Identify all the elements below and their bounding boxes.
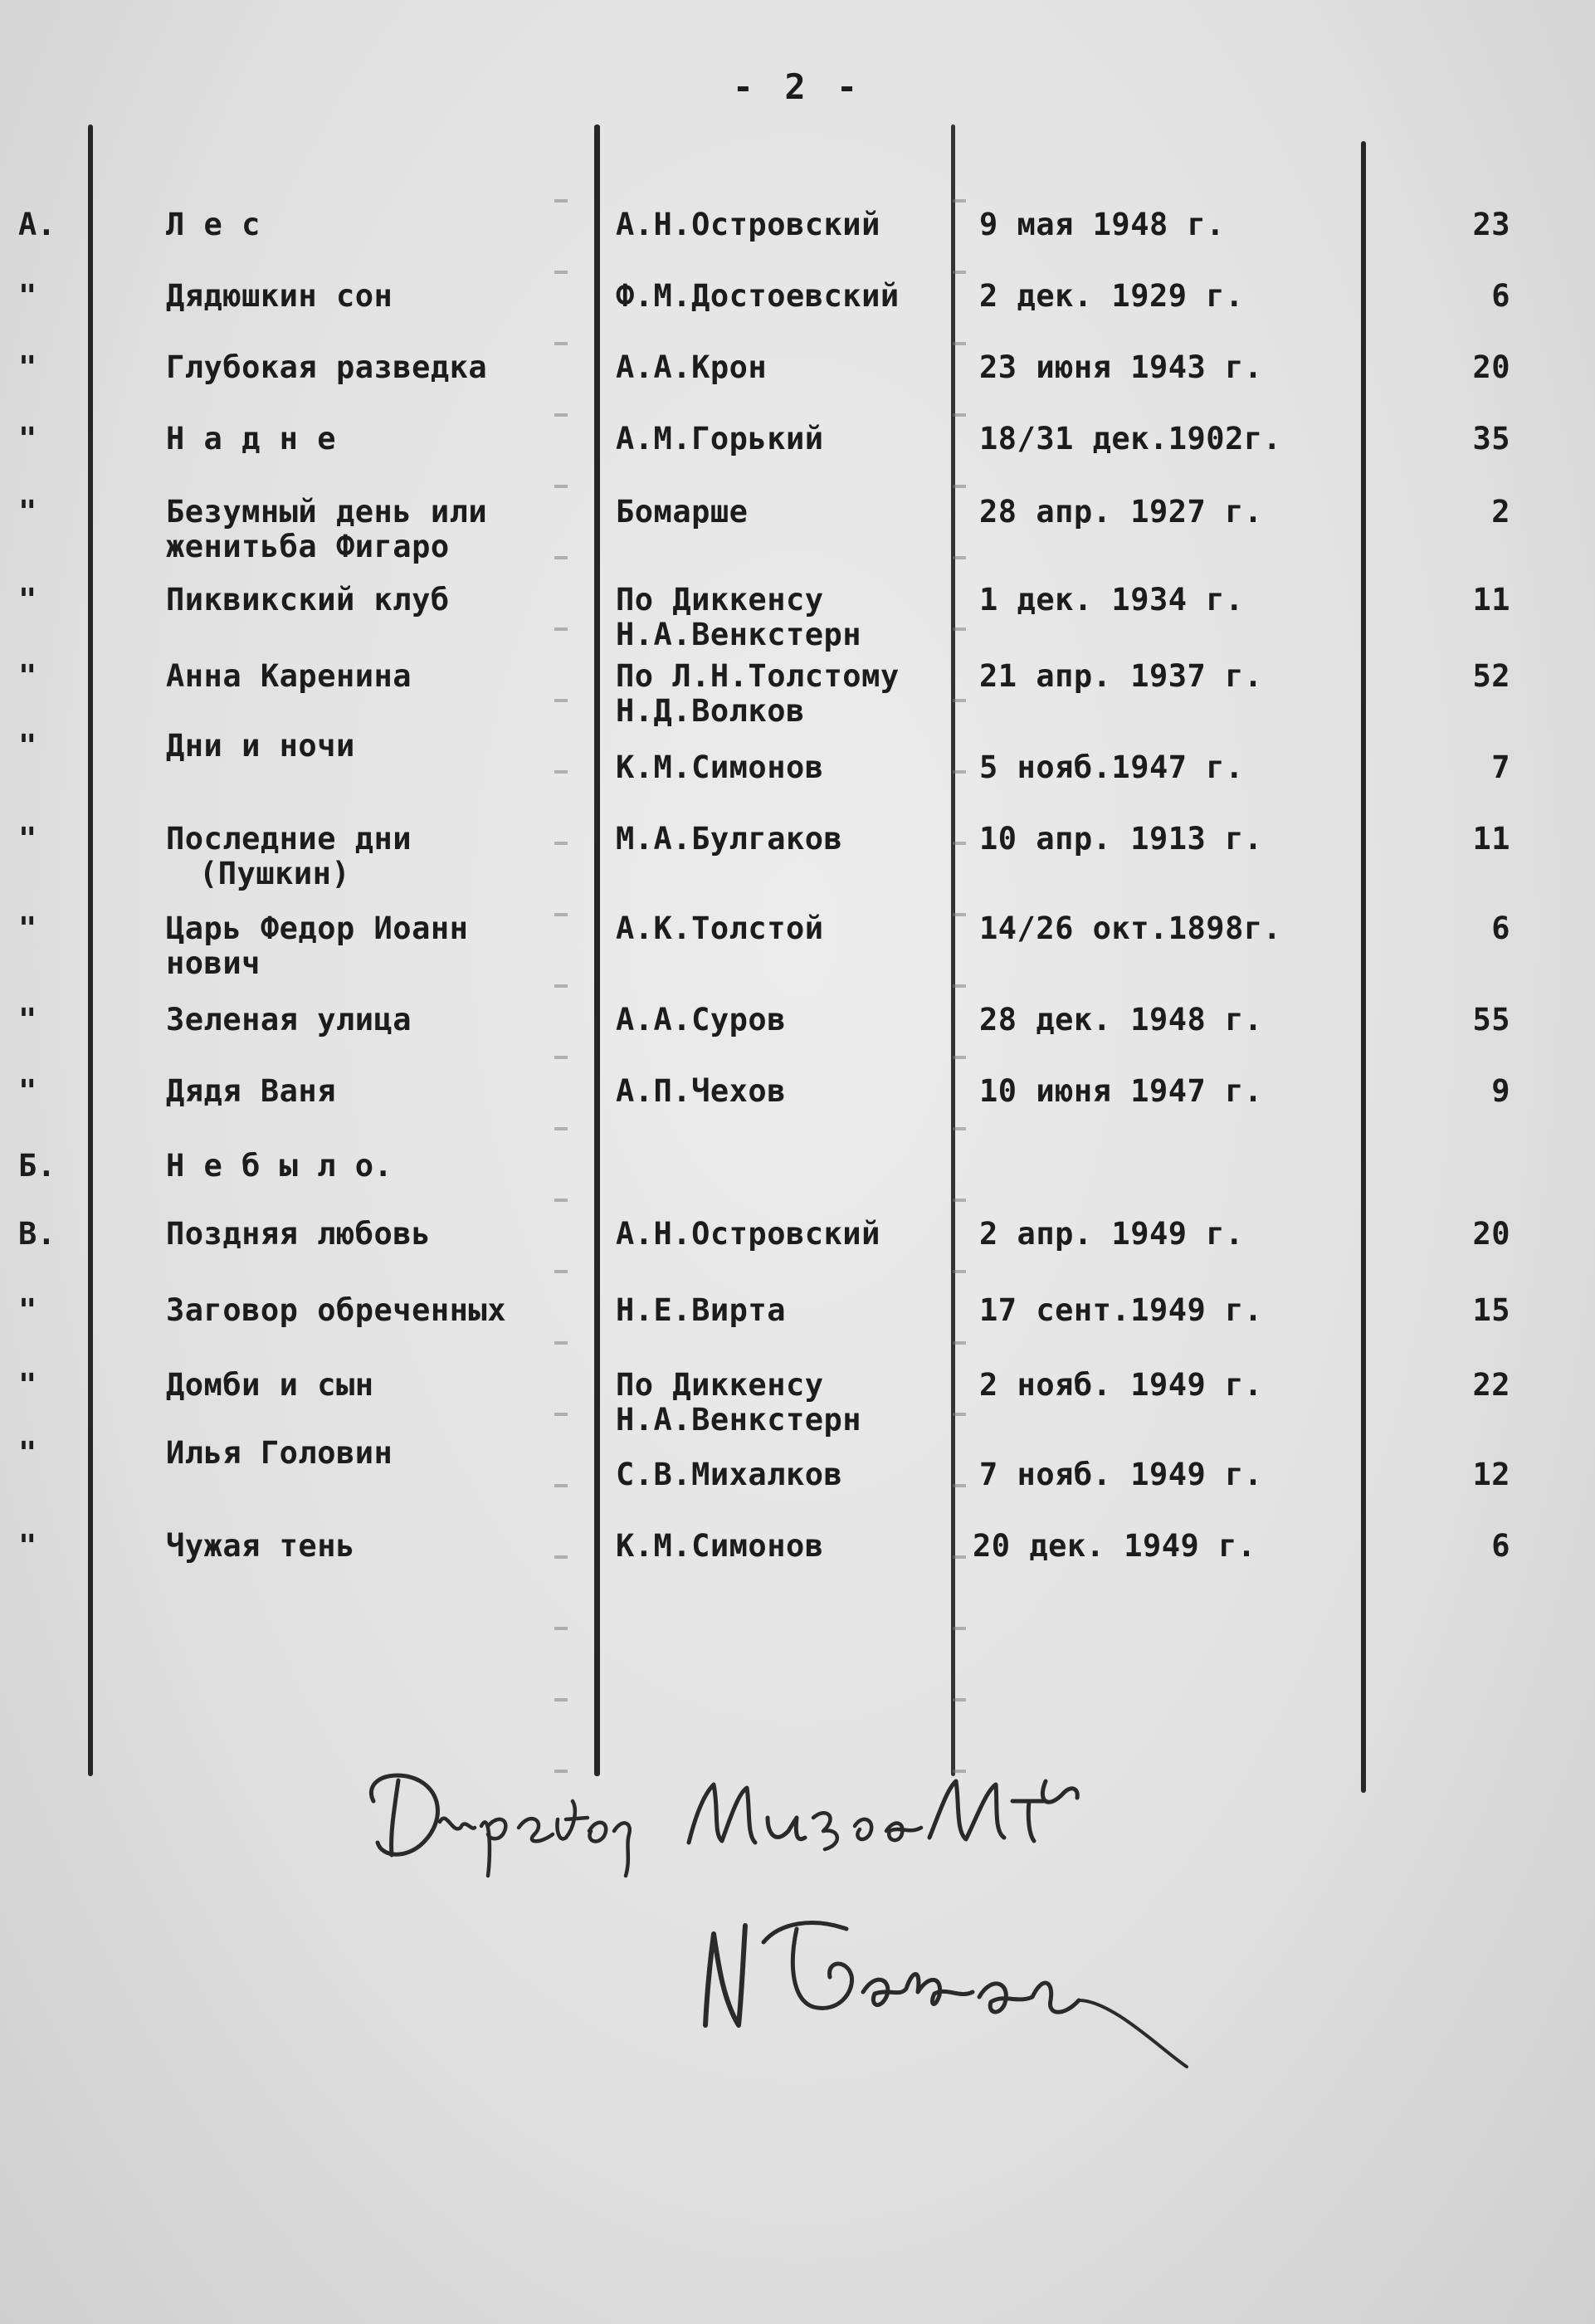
section-mark: " (18, 349, 37, 385)
section-mark: " (18, 582, 37, 618)
play-author: А.А.Крон (616, 349, 768, 385)
play-title (166, 911, 468, 981)
section-mark: А. (18, 207, 56, 242)
play-title: Н е б ы л о. (166, 1148, 393, 1184)
section-mark: " (18, 421, 37, 456)
play-title: Пиквикский клуб (166, 582, 450, 618)
page-number: - 2 - (732, 66, 863, 107)
performance-count: 20 (1472, 1216, 1510, 1252)
section-mark: " (18, 494, 37, 530)
performance-count: 9 (1491, 1073, 1510, 1109)
play-author: К.М.Симонов (616, 1528, 824, 1564)
play-title: Чужая тень (166, 1528, 355, 1564)
section-mark: " (18, 1367, 37, 1403)
premiere-date: 1 дек. 1934 г. (979, 582, 1244, 618)
play-author-line2: Н.А.Венкстерн (616, 1402, 862, 1438)
performance-count: 11 (1472, 821, 1510, 857)
performance-count: 55 (1472, 1002, 1510, 1038)
play-author (616, 583, 861, 652)
play-author (616, 659, 900, 729)
premiere-date: 14/26 окт.1898г. (979, 911, 1282, 946)
play-title: Илья Головин (166, 1435, 393, 1471)
premiere-date: 28 дек. 1948 г. (979, 1002, 1263, 1038)
handwritten-signature (349, 1751, 1278, 2083)
performance-count: 15 (1472, 1292, 1510, 1328)
performance-count: 6 (1491, 278, 1510, 314)
premiere-date: 17 сент.1949 г. (979, 1292, 1263, 1328)
play-author-line1: По Диккенсу (616, 582, 824, 618)
play-title: Н а д н е (166, 421, 336, 456)
play-author: А.А.Суров (616, 1002, 786, 1038)
premiere-date: 20 дек. 1949 г. (973, 1528, 1256, 1564)
play-author: А.Н.Островский (616, 1216, 880, 1252)
play-title: Дядюшкин сон (166, 278, 393, 314)
section-mark: В. (18, 1216, 56, 1252)
performance-count: 6 (1491, 911, 1510, 946)
section-mark: " (18, 728, 37, 764)
play-author: К.М.Симонов (616, 749, 824, 785)
premiere-date: 2 нояб. 1949 г. (979, 1367, 1263, 1403)
performance-count: 7 (1491, 749, 1510, 785)
section-mark: " (18, 278, 37, 314)
performance-count: 35 (1472, 421, 1510, 456)
premiere-date: 5 нояб.1947 г. (979, 749, 1244, 785)
play-title: Глубокая разведка (166, 349, 488, 385)
premiere-date: 23 июня 1943 г. (979, 349, 1263, 385)
performance-count: 12 (1472, 1457, 1510, 1492)
play-title-line2: женитьба Фигаро (166, 529, 450, 564)
premiere-date: 9 мая 1948 г. (979, 207, 1226, 242)
play-author: Н.Е.Вирта (616, 1292, 786, 1328)
play-author: А.К.Толстой (616, 911, 824, 946)
section-mark: " (18, 1435, 37, 1471)
play-title-line1: Последние дни (166, 821, 412, 857)
section-mark: " (18, 1292, 37, 1328)
play-title-line1: Царь Федор Иоанн (166, 911, 469, 946)
play-author: М.А.Булгаков (616, 821, 843, 857)
performance-count: 2 (1491, 494, 1510, 530)
play-author: А.П.Чехов (616, 1073, 786, 1109)
premiere-date: 10 апр. 1913 г. (979, 821, 1263, 857)
play-author: А.М.Горький (616, 421, 824, 456)
play-title-line1: Безумный день или (166, 494, 488, 530)
play-author (616, 1368, 861, 1438)
play-title-line2: нович (166, 945, 261, 981)
play-author: С.В.Михалков (616, 1457, 843, 1492)
premiere-date: 21 апр. 1937 г. (979, 658, 1263, 694)
performance-count: 11 (1472, 582, 1510, 618)
premiere-date: 10 июня 1947 г. (979, 1073, 1263, 1109)
play-author-line1: По Диккенсу (616, 1367, 824, 1403)
play-title: Заговор обреченных (166, 1292, 506, 1328)
performance-count: 6 (1491, 1528, 1510, 1564)
performance-count: 52 (1472, 658, 1510, 694)
play-title (166, 495, 487, 564)
play-title (166, 822, 412, 891)
play-title: Л е с (166, 207, 261, 242)
premiere-date: 28 апр. 1927 г. (979, 494, 1263, 530)
play-title: Поздняя любовь (166, 1216, 431, 1252)
section-mark: " (18, 1073, 37, 1109)
play-author: Бомарше (616, 494, 749, 530)
performance-count: 22 (1472, 1367, 1510, 1403)
play-author-line2: Н.А.Венкстерн (616, 617, 862, 652)
play-title: Зеленая улица (166, 1002, 412, 1038)
section-mark: " (18, 821, 37, 857)
premiere-date: 18/31 дек.1902г. (979, 421, 1282, 456)
play-title: Дни и ночи (166, 728, 355, 764)
play-author: А.Н.Островский (616, 207, 880, 242)
performance-count: 23 (1472, 207, 1510, 242)
play-author-line1: По Л.Н.Толстому (616, 658, 900, 694)
section-mark: " (18, 911, 37, 946)
section-mark: " (18, 658, 37, 694)
play-title-line2: (Пушкин) (199, 856, 351, 891)
premiere-date: 2 дек. 1929 г. (979, 278, 1244, 314)
section-mark: " (18, 1528, 37, 1564)
play-author: Ф.М.Достоевский (616, 278, 900, 314)
performance-count: 20 (1472, 349, 1510, 385)
premiere-date: 2 апр. 1949 г. (979, 1216, 1244, 1252)
play-title: Домби и сын (166, 1367, 374, 1403)
section-mark: Б. (18, 1148, 56, 1184)
play-title: Дядя Ваня (166, 1073, 336, 1109)
play-author-line2: Н.Д.Волков (616, 693, 805, 729)
section-mark: " (18, 1002, 37, 1038)
premiere-date: 7 нояб. 1949 г. (979, 1457, 1263, 1492)
play-title: Анна Каренина (166, 658, 412, 694)
